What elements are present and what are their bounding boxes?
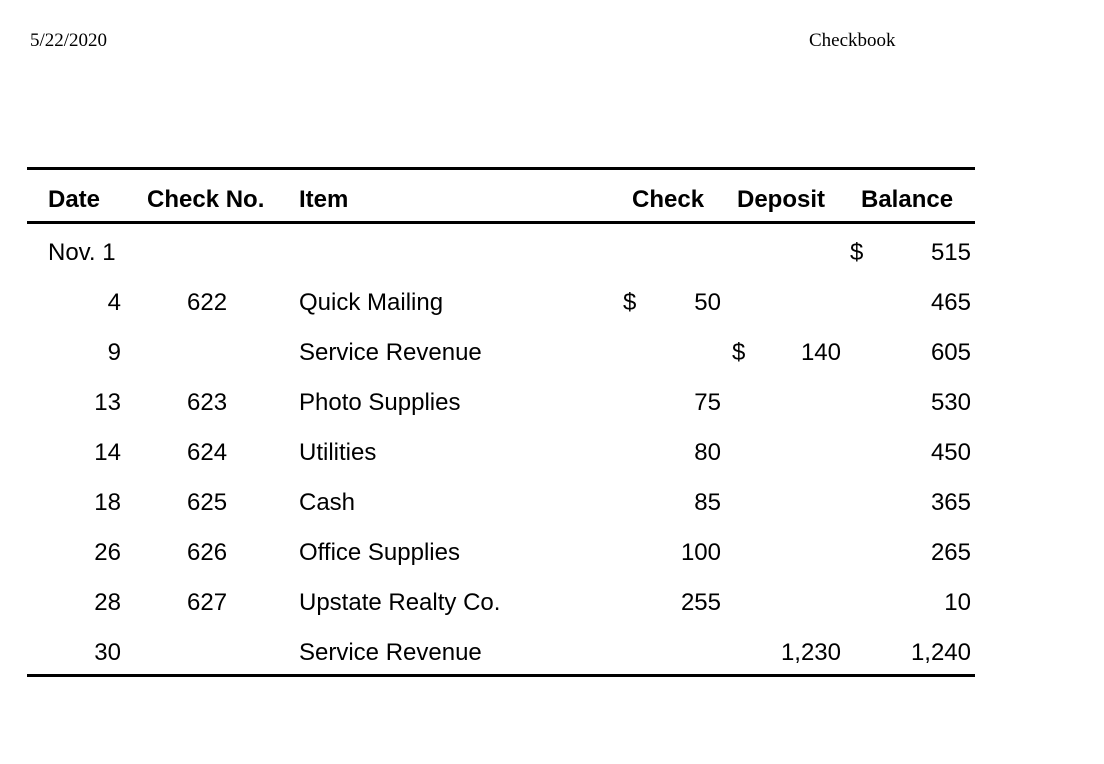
- cell-balance: 530: [930, 389, 971, 416]
- table-body: [27, 224, 975, 674]
- cell-date: 26: [94, 539, 121, 566]
- cell-item: Service Revenue: [299, 339, 482, 366]
- cell-deposit: 140: [800, 339, 841, 366]
- cell-item: Service Revenue: [299, 639, 482, 666]
- cell-balance: 605: [930, 339, 971, 366]
- cell-date: 9: [107, 339, 121, 366]
- table-row: [27, 274, 975, 324]
- cell-check-no: 626: [187, 539, 228, 566]
- table-row: [27, 524, 975, 574]
- deposit-dollar-sign: $: [732, 339, 746, 366]
- cell-date: 18: [94, 489, 121, 516]
- cell-check-no: 623: [187, 389, 228, 416]
- column-header-check-no: Check No.: [147, 186, 265, 213]
- cell-date: 14: [94, 439, 121, 466]
- column-header-deposit: Deposit: [737, 186, 826, 213]
- check-dollar-sign: $: [623, 289, 637, 316]
- column-header-balance: Balance: [861, 186, 954, 213]
- table-row: [27, 574, 975, 624]
- cell-check-no: 627: [187, 589, 228, 616]
- cell-balance: 1,240: [910, 639, 971, 666]
- cell-item: Cash: [299, 489, 356, 516]
- cell-check-no: 624: [187, 439, 228, 466]
- balance-dollar-sign: $: [850, 239, 864, 266]
- table-row: [27, 324, 975, 374]
- cell-balance: 265: [930, 539, 971, 566]
- cell-check-no: 625: [187, 489, 228, 516]
- column-header-item: Item: [299, 186, 349, 213]
- cell-date: 30: [94, 639, 121, 666]
- cell-item: Office Supplies: [299, 539, 460, 566]
- cell-check: 50: [694, 289, 721, 316]
- table-row: [27, 224, 975, 274]
- cell-date: 13: [94, 389, 121, 416]
- cell-date: Nov. 1: [48, 239, 116, 266]
- cell-item: Upstate Realty Co.: [299, 589, 501, 616]
- cell-date: 4: [107, 289, 121, 316]
- table-row: [27, 474, 975, 524]
- page-title: Checkbook: [809, 30, 896, 51]
- table-row: [27, 374, 975, 424]
- cell-check-no: 622: [187, 289, 228, 316]
- checkbook-table: [27, 167, 975, 677]
- cell-item: Quick Mailing: [299, 289, 444, 316]
- cell-check: 255: [680, 589, 721, 616]
- column-header-date: Date: [48, 186, 101, 213]
- cell-check: 100: [680, 539, 721, 566]
- cell-item: Utilities: [299, 439, 377, 466]
- cell-balance: 365: [930, 489, 971, 516]
- table-header-row: [27, 170, 975, 224]
- cell-deposit: 1,230: [780, 639, 841, 666]
- cell-balance: 465: [930, 289, 971, 316]
- cell-balance: 450: [930, 439, 971, 466]
- cell-balance: 10: [944, 589, 971, 616]
- table-row: [27, 624, 975, 674]
- cell-balance: 515: [930, 239, 971, 266]
- column-header-check: Check: [632, 186, 705, 213]
- cell-check: 75: [694, 389, 721, 416]
- page-date: 5/22/2020: [30, 30, 108, 51]
- cell-check: 85: [694, 489, 721, 516]
- cell-item: Photo Supplies: [299, 389, 461, 416]
- cell-date: 28: [94, 589, 121, 616]
- table-row: [27, 424, 975, 474]
- cell-check: 80: [694, 439, 721, 466]
